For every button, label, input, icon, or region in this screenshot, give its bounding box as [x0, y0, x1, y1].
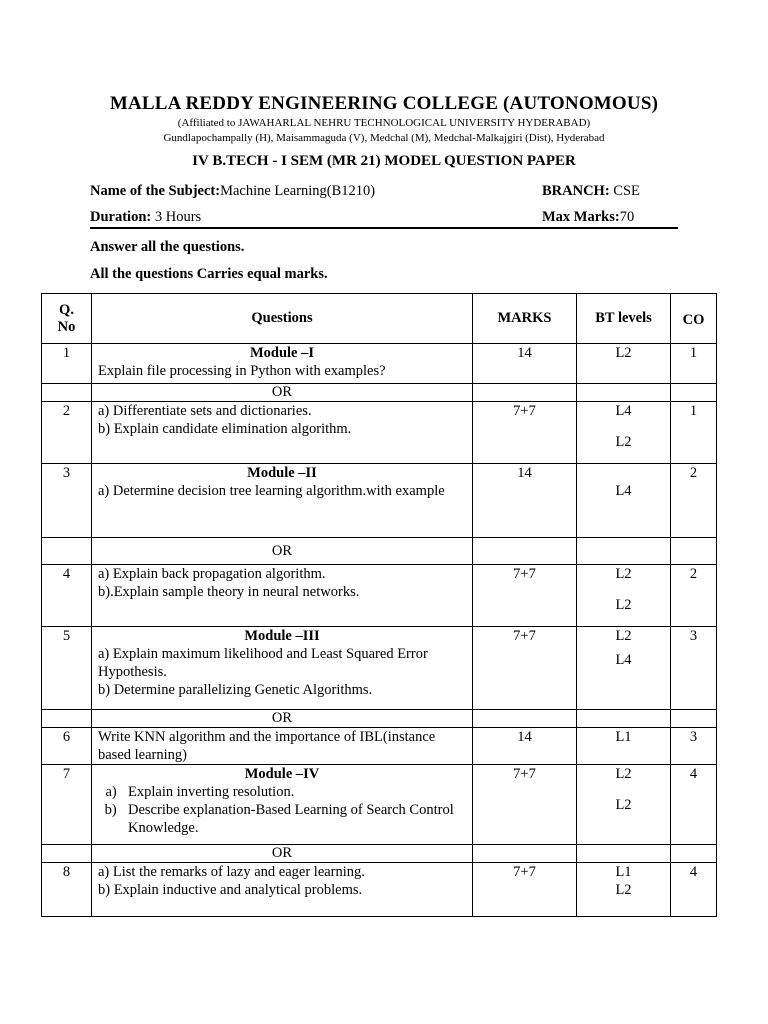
header-co: CO	[671, 294, 717, 344]
bt-levels: L2 L2	[577, 765, 671, 845]
max-marks-value: 70	[619, 209, 635, 225]
question-5	[92, 627, 473, 710]
question-parts	[98, 783, 466, 837]
header-qno: Q. No	[42, 294, 92, 344]
bt-level: L4	[577, 464, 671, 538]
max-marks-line	[542, 209, 634, 226]
question-part-a: a. Explain inverting resolution.	[124, 783, 466, 801]
bt-level: L2	[577, 344, 671, 384]
bt-levels: L2 L4	[577, 627, 671, 710]
bt-levels: L2 L2	[577, 565, 671, 627]
co: 1	[671, 402, 717, 464]
question-6: Write KNN algorithm and the importance of IBL(instance based learning)	[92, 728, 473, 765]
bt-level: L1	[577, 728, 671, 765]
marks: 7+7	[473, 627, 577, 710]
question-7	[92, 765, 473, 845]
or-row	[42, 538, 717, 565]
duration-value: 3 Hours	[151, 209, 202, 225]
or-label: OR	[92, 845, 473, 863]
qno-3: 3	[42, 464, 92, 538]
co: 1	[671, 344, 717, 384]
marks: 14	[473, 728, 577, 765]
table-row	[42, 728, 717, 765]
duration-line	[90, 209, 201, 226]
qno-5: 5	[42, 627, 92, 710]
or-row	[42, 845, 717, 863]
question-part-b: b) Explain inductive and analytical problems.	[98, 882, 363, 898]
instruction-1: Answer all the questions.	[90, 239, 245, 255]
table-row	[42, 765, 717, 845]
marks: 7+7	[473, 863, 577, 917]
bt-levels: L4 L2	[577, 402, 671, 464]
co: 2	[671, 464, 717, 538]
question-part-b: b).Explain sample theory in neural networks.	[98, 584, 360, 600]
question-table	[41, 293, 717, 917]
table-row	[42, 565, 717, 627]
or-row	[42, 384, 717, 402]
subject-line	[90, 183, 375, 200]
co: 4	[671, 863, 717, 917]
question-3	[92, 464, 473, 538]
question-4	[92, 565, 473, 627]
qno-8: 8	[42, 863, 92, 917]
question-text: a) Determine decision tree learning algorithm.with example	[98, 483, 445, 499]
marks: 14	[473, 344, 577, 384]
or-label: OR	[92, 538, 473, 565]
bt-levels: L1 L2	[577, 863, 671, 917]
qno-2: 2	[42, 402, 92, 464]
qno-4: 4	[42, 565, 92, 627]
question-part-a: a) Explain maximum likelihood and Least Squared Error Hypothesis.	[98, 646, 428, 680]
max-marks-label: Max Marks:	[542, 209, 620, 225]
question-part-a: a) Explain back propagation algorithm.	[98, 566, 326, 582]
question-part-b: b. Describe explanation-Based Learning of Search Control Knowledge.	[124, 801, 466, 837]
question-part-a: a) List the remarks of lazy and eager learning.	[98, 864, 365, 880]
co: 3	[671, 627, 717, 710]
table-row	[42, 863, 717, 917]
header-questions: Questions	[92, 294, 473, 344]
qno-1: 1	[42, 344, 92, 384]
module-heading: Module –III	[244, 628, 320, 644]
question-part-a: a) Differentiate sets and dictionaries.	[98, 403, 312, 419]
college-name: MALLA REDDY ENGINEERING COLLEGE (AUTONOMOUS)	[109, 93, 659, 114]
question-text: Explain file processing in Python with examples?	[98, 363, 386, 379]
table-header-row	[42, 294, 717, 344]
question-part-b: b) Explain candidate elimination algorithm.	[98, 421, 352, 437]
qno-6: 6	[42, 728, 92, 765]
question-part-b: b) Determine parallelizing Genetic Algorithms.	[98, 682, 373, 698]
module-heading: Module –IV	[244, 766, 320, 782]
module-heading: Module –II	[247, 465, 317, 481]
duration-label: Duration:	[90, 209, 152, 225]
branch-line	[542, 183, 640, 200]
co: 4	[671, 765, 717, 845]
table-row	[42, 402, 717, 464]
co: 2	[671, 565, 717, 627]
subject-label: Name of the Subject:	[90, 183, 221, 199]
or-label: OR	[92, 384, 473, 402]
table-row	[42, 627, 717, 710]
marks: 7+7	[473, 402, 577, 464]
table-row	[42, 344, 717, 384]
instruction-2: All the questions Carries equal marks.	[90, 266, 328, 282]
or-row	[42, 710, 717, 728]
college-address: Gundlapochampally (H), Maisammaguda (V), Medchal (M), Medchal-Malkajgiri (Dist), Hyderabad	[163, 132, 605, 144]
subject-value: Machine Learning(B1210)	[220, 183, 376, 199]
branch-value: CSE	[609, 183, 640, 199]
qno-7: 7	[42, 765, 92, 845]
paper-title: IV B.TECH - I SEM (MR 21) MODEL QUESTION PAPER	[192, 153, 576, 169]
co: 3	[671, 728, 717, 765]
or-label: OR	[92, 710, 473, 728]
branch-label: BRANCH:	[542, 183, 610, 199]
marks: 7+7	[473, 565, 577, 627]
header-bt-levels: BT levels	[577, 294, 671, 344]
module-heading: Module –I	[249, 345, 315, 361]
marks: 7+7	[473, 765, 577, 845]
header-divider	[90, 227, 678, 229]
question-1	[92, 344, 473, 384]
marks: 14	[473, 464, 577, 538]
affiliation: (Affiliated to JAWAHARLAL NEHRU TECHNOLOGICAL UNIVERSITY HYDERABAD)	[177, 117, 591, 129]
header-marks: MARKS	[473, 294, 577, 344]
table-row	[42, 464, 717, 538]
question-2	[92, 402, 473, 464]
question-8	[92, 863, 473, 917]
